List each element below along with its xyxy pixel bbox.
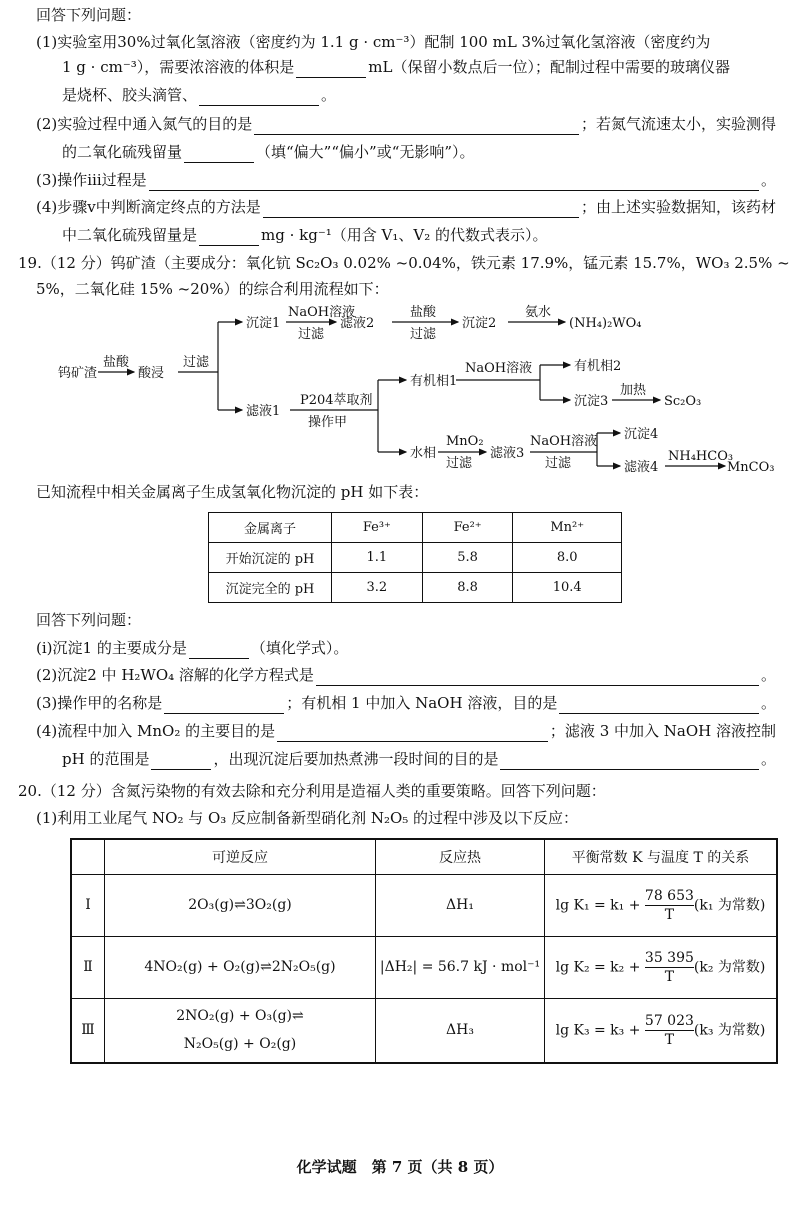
cell: 10.4 <box>513 573 622 603</box>
text: （填“偏大”“偏小”或“无影响”）。 <box>256 143 475 161</box>
text: 。 <box>760 750 776 768</box>
label-filter: 过滤 <box>183 355 210 370</box>
reaction-cell: 4NO₂(g) + O₂(g)⇌2N₂O₅(g) <box>105 936 376 998</box>
label-nh4hco3: NH₄HCO₃ <box>668 449 734 464</box>
text: lg K₁ = k₁ + <box>555 897 641 913</box>
row-id: Ⅲ <box>71 998 105 1063</box>
numerator: 35 395 <box>644 949 694 966</box>
equilibrium-cell <box>545 998 778 1063</box>
answer-blank[interactable] <box>151 753 211 770</box>
node-organic2: 有机相2 <box>574 359 622 374</box>
label-naoh-2: NaOH溶液 <box>465 361 533 376</box>
heat-cell: ΔH₃ <box>376 998 545 1063</box>
text: （填化学式）。 <box>250 639 349 657</box>
fraction <box>645 1012 694 1049</box>
text: lg K₂ = k₂ + <box>555 959 641 975</box>
text: mL（保留小数点后一位）；配制过程中需要的玻璃仪器 <box>368 58 730 76</box>
heat-cell: ΔH₁ <box>376 874 545 936</box>
node-organic1: 有机相1 <box>410 374 458 389</box>
text: mg · kg⁻¹（用含 V₁、V₂ 的代数式表示）。 <box>261 226 548 244</box>
table-row <box>209 573 622 603</box>
node-mnco3: MnCO₃ <box>727 460 775 475</box>
node-aqueous: 水相 <box>410 446 437 461</box>
label-hcl: 盐酸 <box>103 355 130 370</box>
text: 的二氧化硫残留量 <box>62 143 183 161</box>
q20-stem <box>18 780 606 802</box>
text: 回答下列问题： <box>36 6 142 24</box>
header-cell: Mn²⁺ <box>513 513 622 543</box>
fraction <box>645 949 694 986</box>
label-operation-a: 操作甲 <box>308 415 348 430</box>
node-acid-leach: 酸浸 <box>138 366 165 381</box>
label-mno2: MnO₂ <box>446 434 484 449</box>
denominator: T <box>664 1031 675 1048</box>
page-footer: 化学试题 第 7 页（共 8 页） <box>296 1158 504 1176</box>
label-filter-4: 过滤 <box>545 456 572 471</box>
equilibrium-cell <box>545 936 778 998</box>
header-cell: Fe²⁺ <box>422 513 513 543</box>
text: (2)沉淀2 中 H₂WO₄ 溶解的化学方程式是 <box>36 666 314 684</box>
ph-table <box>208 512 622 603</box>
text: ；有机相 1 中加入 NaOH 溶液，目的是 <box>286 694 558 712</box>
text: 2NO₂(g) + O₃(g)⇌ <box>176 1008 304 1025</box>
label-heat: 加热 <box>620 383 647 398</box>
text: 。 <box>760 694 776 712</box>
reaction-cell: 2O₃(g)⇌3O₂(g) <box>105 874 376 936</box>
answer-blank[interactable] <box>189 642 249 659</box>
text: 是烧杯、胶头滴管、 <box>62 86 198 104</box>
node-filtrate1: 滤液1 <box>246 404 281 419</box>
table-row <box>209 543 622 573</box>
label-filter-3: 过滤 <box>446 456 473 471</box>
table-row <box>71 874 777 936</box>
header-cell: 反应热 <box>376 839 545 874</box>
header-cell: 金属离子 <box>209 513 332 543</box>
text: N₂O₅(g) + O₂(g) <box>183 1036 297 1053</box>
answer-blank[interactable] <box>559 697 759 714</box>
q19-part2 <box>36 664 776 686</box>
row-id: Ⅰ <box>71 874 105 936</box>
answer-blank[interactable] <box>316 669 759 686</box>
answer-blank[interactable] <box>164 697 284 714</box>
text: lg K₃ = k₃ + <box>555 1022 641 1039</box>
equilibrium-cell <box>545 874 778 936</box>
text: (1)利用工业尾气 NO₂ 与 O₃ 反应制备新型硝化剂 N₂O₅ 的过程中涉及以下反应： <box>36 809 579 827</box>
cell: 1.1 <box>332 543 423 573</box>
text: (4)步骤ⅴ中判断滴定终点的方法是 <box>36 198 261 216</box>
reaction-cell <box>105 998 376 1063</box>
label-ammonia: 氨水 <box>525 305 552 320</box>
node-ammonium-tungstate: (NH₄)₂WO₄ <box>569 316 642 331</box>
label-hcl-2: 盐酸 <box>410 305 437 320</box>
node-ppt3: 沉淀3 <box>574 394 609 409</box>
node-filtrate3: 滤液3 <box>490 446 525 461</box>
q19-ask <box>36 609 141 631</box>
text: (3)操作甲的名称是 <box>36 694 163 712</box>
text: 19.（12 分）钨矿渣（主要成分：氧化钪 Sc₂O₃ 0.02% ~0.04%，铁元素 17.9%，锰元素 15.7%，WO₃ 2.5% ~ <box>18 254 790 272</box>
text: (2)实验过程中通入氮气的目的是 <box>36 115 253 133</box>
label-filter-2: 过滤 <box>410 327 437 342</box>
numerator: 78 653 <box>644 887 694 904</box>
text: ；滤液 3 中加入 NaOH 溶液控制 <box>549 722 776 740</box>
q20-part1 <box>36 807 578 829</box>
cell: 5.8 <box>422 543 513 573</box>
node-ppt1: 沉淀1 <box>246 316 281 331</box>
reaction-table <box>70 838 778 1064</box>
text: 。 <box>321 86 337 104</box>
label-filter-1: 过滤 <box>298 327 325 342</box>
cell: 8.0 <box>513 543 622 573</box>
text: (k₂ 为常数) <box>693 959 766 975</box>
fraction <box>645 887 694 924</box>
node-ppt4: 沉淀4 <box>624 427 659 442</box>
cell: 3.2 <box>332 573 423 603</box>
text: 1 g · cm⁻³），需要浓溶液的体积是 <box>62 58 295 76</box>
table-row <box>71 998 777 1063</box>
cell: 8.8 <box>422 573 513 603</box>
node-filtrate2: 滤液2 <box>340 316 375 331</box>
cell: 沉淀完全的 pH <box>209 573 332 603</box>
text: (k₃ 为常数) <box>693 1022 766 1039</box>
node-filtrate4: 滤液4 <box>624 460 659 475</box>
node-tungsten-slag: 钨矿渣 <box>58 366 98 381</box>
heat-cell: |ΔH₂| = 56.7 kJ · mol⁻¹ <box>376 936 545 998</box>
table-row <box>71 936 777 998</box>
text: (3)操作ⅲ过程是 <box>36 171 147 189</box>
q19-table-intro <box>36 481 428 503</box>
text: (ⅰ)沉淀1 的主要成分是 <box>36 639 187 657</box>
text: ；由上述实验数据知，该药材 <box>580 198 776 216</box>
q19-part4-line2 <box>62 748 776 770</box>
q19-part4-line1 <box>36 720 776 742</box>
node-ppt2: 沉淀2 <box>462 316 497 331</box>
text: (1)实验室用30%过氧化氢溶液（密度约为 1.1 g · cm⁻³）配制 100 mL 3%过氧化氢溶液（密度约为 <box>36 33 711 51</box>
header-cell: 可逆反应 <box>105 839 376 874</box>
text: 。 <box>760 666 776 684</box>
text: 回答下列问题： <box>36 611 142 629</box>
answer-blank[interactable] <box>500 753 759 770</box>
text: 。 <box>760 171 776 189</box>
denominator: T <box>664 906 675 923</box>
cell: 开始沉淀的 pH <box>209 543 332 573</box>
text: ，出现沉淀后要加热煮沸一段时间的目的是 <box>213 750 499 768</box>
label-naoh-3: NaOH溶液 <box>530 434 598 449</box>
q19-part3 <box>36 692 776 714</box>
text: ；若氮气流速太小，实验测得 <box>580 115 776 133</box>
row-id: Ⅱ <box>71 936 105 998</box>
text: (k₁ 为常数) <box>693 897 766 913</box>
text: 20.（12 分）含氮污染物的有效去除和充分利用是造福人类的重要策略。回答下列问题： <box>18 782 606 800</box>
text: pH 的范围是 <box>62 750 150 768</box>
header-cell <box>71 839 105 874</box>
table-header-row <box>209 513 622 543</box>
text: 已知流程中相关金属离子生成氢氧化物沉淀的 pH 如下表： <box>36 483 429 501</box>
text: 5%，二氧化硅 15% ~20%）的综合利用流程如下： <box>36 280 389 298</box>
header-cell: 平衡常数 K 与温度 T 的关系 <box>545 839 778 874</box>
q19-part1 <box>36 637 348 659</box>
flow-chart <box>0 0 800 480</box>
answer-blank[interactable] <box>277 725 548 742</box>
label-naoh-1: NaOH溶液 <box>288 305 356 320</box>
node-sc2o3: Sc₂O₃ <box>664 394 702 409</box>
table-header-row <box>71 839 777 874</box>
label-p204: P204萃取剂 <box>300 393 373 408</box>
header-cell: Fe³⁺ <box>332 513 423 543</box>
text: 中二氧化硫残留量是 <box>62 226 198 244</box>
numerator: 57 023 <box>644 1012 694 1029</box>
text: (4)流程中加入 MnO₂ 的主要目的是 <box>36 722 276 740</box>
denominator: T <box>664 968 675 985</box>
